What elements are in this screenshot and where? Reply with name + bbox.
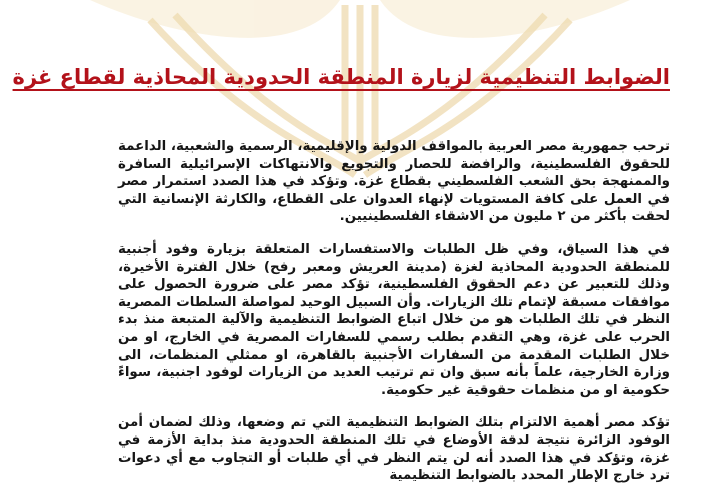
paragraph-intro: ترحب جمهورية مصر العربية بالمواقف الدولية والإقليمية، الرسمية والشعبية، الداعمة للحقوق الفلسطينية، والرافضة للحصار والتجويع والانتهاكات الإسرائيلية السافرة والممنهجة بحق الشعب الفلسطيني بقطاع غزة. وتؤكد في هذا الصدد استمرار مصر في العمل على كافة المستويات لإنهاء العدوان على القطاع، والكارثة الإنسانية التي لحقت بأكثر من ٢ مليون من الاشقاء الفلسطينيين.	[118, 139, 670, 225]
document-body	[12, 60, 670, 500]
paragraph-regulations: تؤكد مصر أهمية الالتزام بتلك الضوابط التنظيمية التي تم وضعها، وذلك لضمان أمن الوفود الزائرة نتيجة لدقة الأوضاع في تلك المنطقة الحدودية منذ بداية الأزمة في غزة، وتؤكد في هذا الصدد أنه لن يتم النظر في أي طلبات أو التجاوب مع أي دعوات ترد خارج الإطار المحدد بالضوابط التنظيمية	[118, 415, 670, 484]
document-title: الضوابط التنظيمية لزيارة المنطقة الحدودية المحاذية لقطاع غزة	[12, 65, 670, 89]
paragraph-visits: في هذا السياق، وفي ظل الطلبات والاستفسارات المتعلقة بزيارة وفود أجنبية للمنطقة الحدودية المحاذية لغزة (مدينة العريش ومعبر رفح) خلال الفترة الأخيرة، وذلك للتعبير عن دعم الحقوق الفلسطينية، تؤكد مصر على ضرورة الحصول على موافقات مسبقة لإتمام تلك الزيارات. وأن السبيل الوحيد لمواصلة السلطات المصرية النظر في تلك الطلبات هو من خلال اتباع الضوابط التنظيمية والآلية المتبعة منذ بدء الحرب على غزة، وهي التقدم بطلب رسمي للسفارات المصرية في الخارج، او من خلال الطلبات المقدمة من السفارات الأجنبية بالقاهرة، او ممثلي المنظمات، الى وزارة الخارجية، علماً بأنه سبق وان تم ترتيب العديد من الزيارات لوفود اجنبية، سواءً حكومية او من منظمات حقوقية غير حكومية.	[118, 241, 670, 398]
